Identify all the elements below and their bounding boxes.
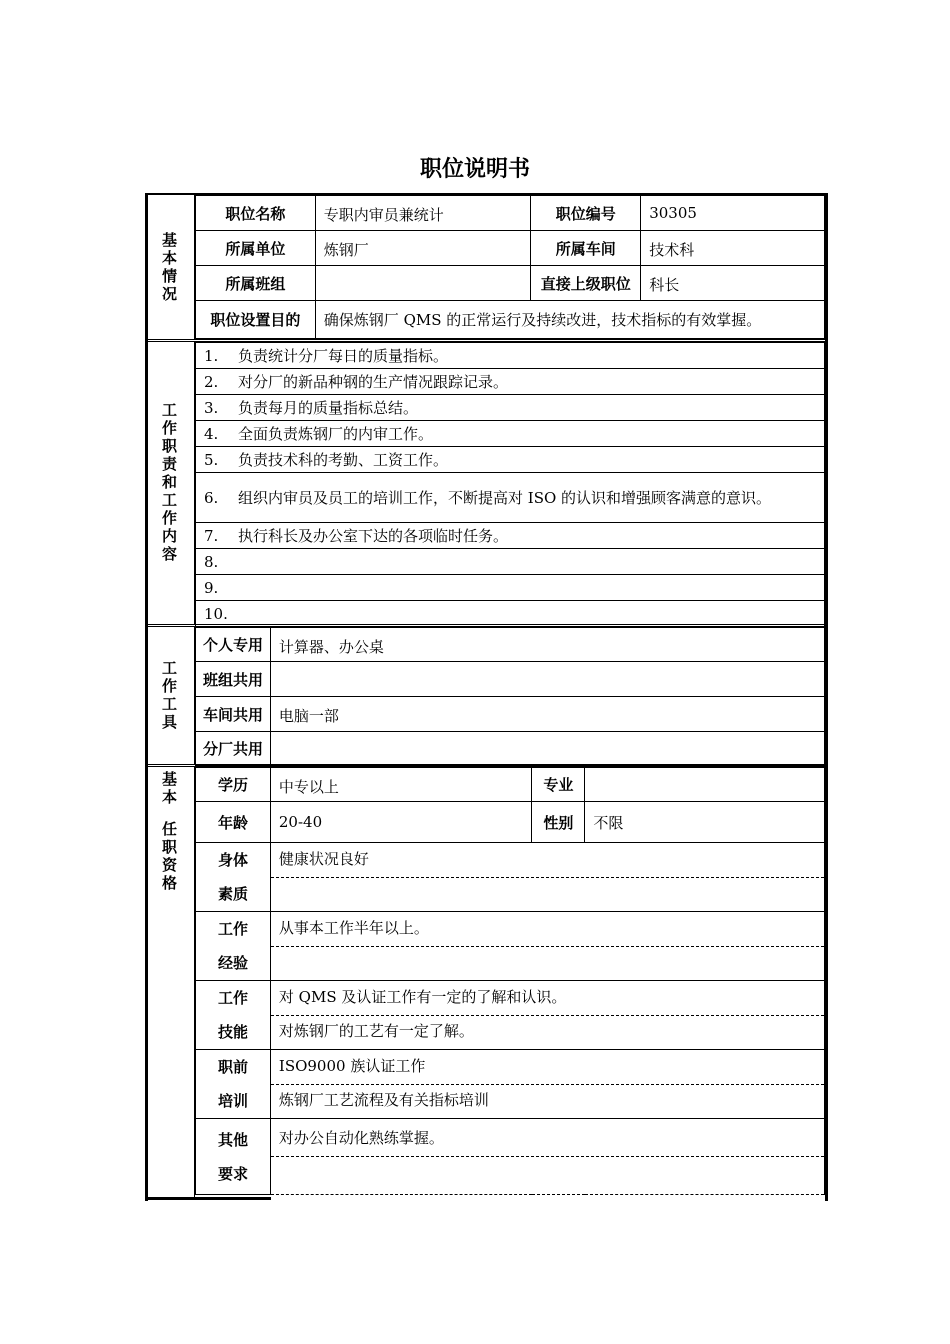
workshop-label: 所属车间: [531, 231, 641, 266]
duty-item: 5. 负责技术科的考勤、工资工作。: [196, 447, 825, 473]
team-tools-label: 班组共用: [196, 662, 271, 697]
basic-info-side-label: 基本情况: [145, 195, 195, 340]
qualifications-table: [195, 767, 825, 1195]
position-name-value: 专职内审员兼统计: [315, 196, 531, 231]
training-label: 职前 培训: [196, 1050, 271, 1119]
page-title: 职位说明书: [419, 157, 530, 182]
tools-side-label: 工作工具: [145, 627, 195, 765]
duty-item: 4. 全面负责炼钢厂的内审工作。: [196, 421, 825, 447]
purpose-value: 确保炼钢厂 QMS 的正常运行及持续改进，技术指标的有效掌握。: [315, 301, 824, 339]
skills-label: 工作 技能: [196, 981, 271, 1050]
other-label: 其他 要求: [196, 1119, 271, 1195]
physical-value: 健康状况良好: [270, 843, 824, 912]
basic-info-table: [195, 195, 825, 339]
duty-item: 9.: [196, 575, 825, 601]
team-value: [315, 266, 531, 301]
duty-item: 2. 对分厂的新品种钢的生产情况跟踪记录。: [196, 369, 825, 395]
major-value: [585, 768, 825, 802]
physical-label: 身体 素质: [196, 843, 271, 912]
duty-item: 1. 负责统计分厂每日的质量指标。: [196, 343, 825, 369]
position-code-value: 30305: [641, 196, 825, 231]
duties-side-label: 工作职责和工作内容: [145, 342, 195, 624]
personal-tools-label: 个人专用: [196, 628, 271, 662]
duty-item: 6. 组织内审员及员工的培训工作，不断提高对 ISO 的认识和增强顾客满意的意识。: [196, 473, 825, 523]
position-code-label: 职位编号: [531, 196, 641, 231]
experience-label: 工作 经验: [196, 912, 271, 981]
form-bottom-border: [145, 1197, 271, 1200]
basic-info-section: [145, 195, 828, 340]
gender-value: 不限: [585, 802, 825, 843]
qualifications-section: [145, 767, 828, 1197]
duties-table: [195, 342, 825, 627]
other-value: 对办公自动化熟练掌握。: [270, 1119, 824, 1195]
team-label: 所属班组: [196, 266, 316, 301]
unit-value: 炼钢厂: [315, 231, 531, 266]
duty-item: 8.: [196, 549, 825, 575]
team-tools-value: [270, 662, 824, 697]
gender-label: 性别: [532, 802, 585, 843]
factory-tools-label: 分厂共用: [196, 732, 271, 766]
factory-tools-value: [270, 732, 824, 766]
superior-value: 科长: [641, 266, 825, 301]
personal-tools-value: 计算器、办公桌: [270, 628, 824, 662]
qualifications-side-label: 基本 任职资格: [145, 767, 195, 1197]
major-label: 专业: [532, 768, 585, 802]
skills-value: 对 QMS 及认证工作有一定的了解和认识。 对炼钢厂的工艺有一定了解。: [270, 981, 824, 1050]
workshop-tools-label: 车间共用: [196, 697, 271, 732]
age-label: 年龄: [196, 802, 271, 843]
age-value: 20-40: [270, 802, 532, 843]
duty-item: 10.: [196, 601, 825, 627]
experience-value: 从事本工作半年以上。: [270, 912, 824, 981]
tools-table: [195, 627, 825, 766]
education-value: 中专以上: [270, 768, 532, 802]
training-value: ISO9000 族认证工作 炼钢厂工艺流程及有关指标培训: [270, 1050, 824, 1119]
duty-item: 7. 执行科长及办公室下达的各项临时任务。: [196, 523, 825, 549]
workshop-tools-value: 电脑一部: [270, 697, 824, 732]
position-name-label: 职位名称: [196, 196, 316, 231]
duties-section: [145, 342, 828, 624]
purpose-label: 职位设置目的: [196, 301, 316, 339]
duty-item: 3. 负责每月的质量指标总结。: [196, 395, 825, 421]
education-label: 学历: [196, 768, 271, 802]
unit-label: 所属单位: [196, 231, 316, 266]
workshop-value: 技术科: [641, 231, 825, 266]
tools-section: [145, 627, 828, 765]
superior-label: 直接上级职位: [531, 266, 641, 301]
